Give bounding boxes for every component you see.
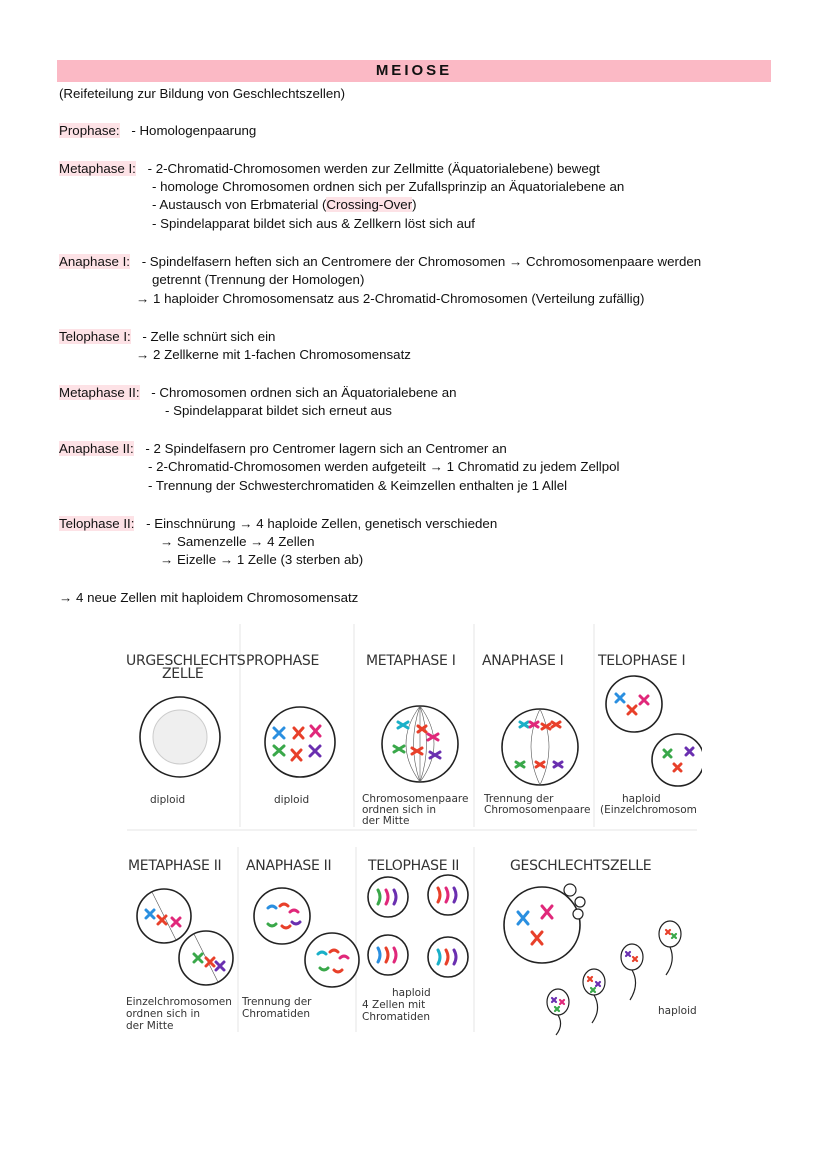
caption-telophase1-b: (Einzelchromosom — [600, 804, 697, 816]
telophase1-line: → 2 Zellkerne mit 1-fachen Chromosomensatz — [136, 347, 411, 362]
anaphase1-section — [59, 253, 701, 271]
metaphase1-line: - homologe Chromosomen ordnen sich per Zufallsprinzip an Äquatorialebene an — [152, 179, 625, 194]
subtitle: (Reifeteilung zur Bildung von Geschlechtszellen) — [59, 86, 346, 101]
prophase-label: Prophase: — [59, 123, 120, 138]
metaphase-2-cells — [137, 889, 233, 985]
metaphase2-section — [59, 384, 457, 402]
caption-telophase2-b: 4 Zellen mit — [362, 999, 426, 1011]
title-telophase-1: TELOPHASE I — [598, 653, 686, 669]
title-metaphase-2: METAPHASE II — [128, 858, 222, 874]
anaphase1-line: getrennt (Trennung der Homologen) — [152, 272, 365, 287]
anaphase2-line: - Trennung der Schwesterchromatiden & Keimzellen enthalten je 1 Allel — [148, 478, 568, 493]
metaphase2-line: - Chromosomen ordnen sich an Äquatorialebene an — [151, 385, 457, 400]
title-geschlechtszelle: GESCHLECHTSZELLE — [510, 858, 652, 874]
caption-metaphase1-a: Chromosomenpaare — [362, 793, 469, 805]
caption-anaphase2-b: Chromatiden — [242, 1008, 310, 1020]
title-urgeschlechtszelle: URGESCHLECHTS — [126, 653, 246, 669]
telophase2-line: → Eizelle → 1 Zelle (3 sterben ab) — [160, 552, 364, 567]
caption-metaphase2-c: der Mitte — [126, 1020, 174, 1032]
caption-telophase1-a: haploid — [622, 793, 661, 805]
text: - Austausch von Erbmaterial ( — [152, 197, 327, 212]
geschlechtszelle-egg — [504, 884, 585, 963]
title-zelle: ZELLE — [162, 666, 204, 682]
prophase-line: - Homologenpaarung — [131, 123, 257, 138]
caption-anaphase1-a: Trennung der — [484, 793, 554, 805]
telophase-1-cells — [606, 676, 702, 786]
caption-telophase2-a: haploid — [392, 987, 431, 999]
telophase1-label: Telophase I: — [59, 329, 131, 344]
title-metaphase-1: METAPHASE I — [366, 653, 456, 669]
title-prophase: PROPHASE — [246, 653, 320, 669]
telophase2-line: - Einschnürung → 4 haploide Zellen, genetisch verschieden — [146, 516, 498, 531]
anaphase2-line: - 2 Spindelfasern pro Centromer lagern sich an Centromer an — [145, 441, 507, 456]
telophase2-line: → Samenzelle → 4 Zellen — [160, 534, 315, 549]
caption-metaphase2-b: ordnen sich in — [126, 1008, 201, 1020]
caption-telophase2-c: Chromatiden — [362, 1011, 430, 1023]
caption-anaphase1-b: Chromosomenpaare — [484, 804, 591, 816]
caption-diploid-2: diploid — [274, 794, 310, 806]
anaphase1-line: → 1 haploider Chromosomensatz aus 2-Chromatid-Chromosomen (Verteilung zufällig) — [136, 291, 645, 306]
anaphase2-line: - 2-Chromatid-Chromosomen werden aufgeteilt → 1 Chromatid zu jedem Zellpol — [148, 459, 620, 474]
caption-metaphase1-b: ordnen sich in — [362, 804, 437, 816]
anaphase1-label: Anaphase I: — [59, 254, 130, 269]
anaphase1-line: - Spindelfasern heften sich an Centromere der Chromosomen → Cchromosomenpaare werden — [141, 254, 702, 269]
title-telophase-2: TELOPHASE II — [368, 858, 460, 874]
caption-metaphase1-c: der Mitte — [362, 815, 410, 827]
crossing-over-highlight: Crossing-Over — [326, 197, 413, 212]
caption-anaphase2-a: Trennung der — [242, 996, 312, 1008]
metaphase1-line — [152, 196, 417, 214]
metaphase2-label: Metaphase II: — [59, 385, 140, 400]
title-anaphase-2: ANAPHASE II — [246, 858, 332, 874]
telophase2-label: Telophase II: — [59, 516, 135, 531]
prophase-cell — [265, 707, 335, 777]
anaphase-1-cell — [502, 709, 578, 785]
metaphase-1-cell — [382, 706, 458, 782]
anaphase2-label: Anaphase II: — [59, 441, 134, 456]
anaphase-2-cells — [254, 888, 359, 987]
caption-geschlechtszelle: haploid — [658, 1005, 697, 1017]
metaphase1-section — [59, 160, 600, 178]
metaphase1-line: - 2-Chromatid-Chromosomen werden zur Zellmitte (Äquatorialebene) bewegt — [147, 161, 600, 176]
caption-diploid-1: diploid — [150, 794, 186, 806]
metaphase1-label: Metaphase I: — [59, 161, 136, 176]
telophase1-line: - Zelle schnürt sich ein — [142, 329, 276, 344]
urgeschlechtszelle-cell — [140, 697, 220, 777]
page-title: MEIOSE — [57, 60, 771, 82]
metaphase1-line: - Spindelapparat bildet sich aus & Zellkern löst sich auf — [152, 216, 475, 231]
anaphase2-section — [59, 440, 507, 458]
meiosis-diagram — [122, 622, 702, 1042]
prophase-section — [59, 122, 256, 140]
telophase-2-cells — [368, 875, 468, 977]
conclusion: → 4 neue Zellen mit haploidem Chromosomensatz — [59, 590, 359, 605]
caption-metaphase2-a: Einzelchromosomen — [126, 996, 232, 1008]
text: ) — [412, 197, 417, 212]
telophase1-section — [59, 328, 275, 346]
metaphase2-line: - Spindelapparat bildet sich erneut aus — [165, 403, 392, 418]
telophase2-section — [59, 515, 497, 533]
title-anaphase-1: ANAPHASE I — [482, 653, 564, 669]
